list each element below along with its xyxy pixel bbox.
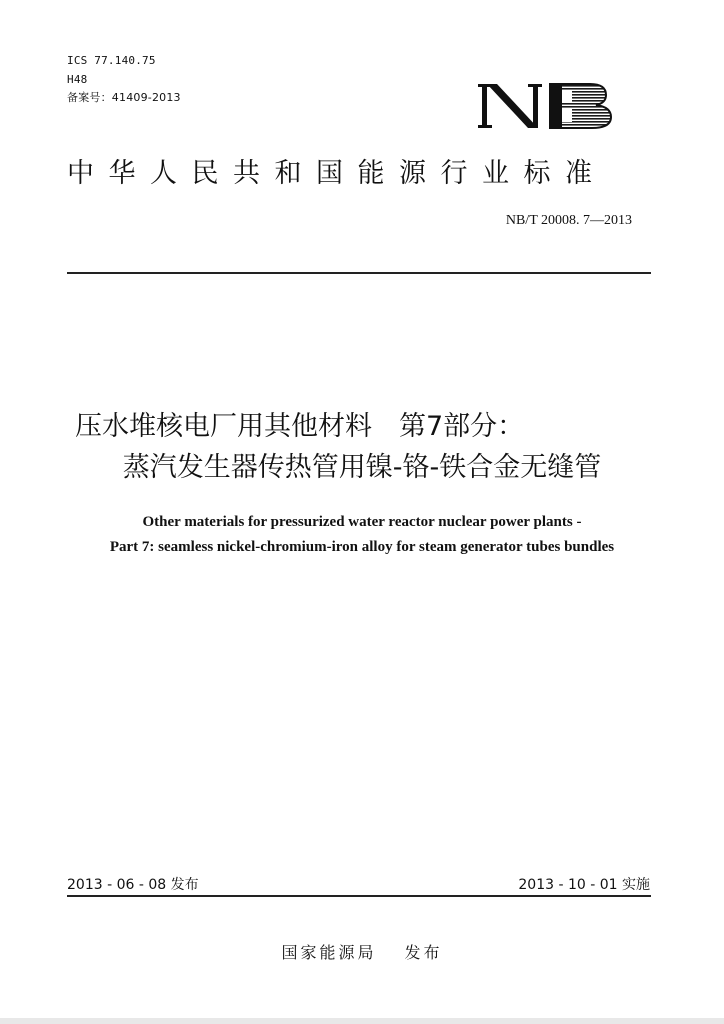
- english-title-line-1: Other materials for pressurized water reactor nuclear power plants -: [142, 514, 582, 530]
- filing-number: 备案号：41409-2013: [67, 91, 181, 104]
- implementation-date: 2013 - 10 - 01 实施: [518, 877, 650, 893]
- ccs-code: H48: [67, 73, 88, 86]
- issuer-line: [0, 942, 724, 964]
- scan-edge: [0, 1018, 724, 1024]
- bottom-divider: [67, 895, 651, 897]
- issuer-action: 发布: [404, 943, 443, 962]
- issuer-name: 国家能源局: [281, 943, 377, 962]
- top-divider: [67, 272, 651, 274]
- english-title-line-2: Part 7: seamless nickel-chromium-iron alloy for steam generator tubes bundles: [109, 539, 615, 555]
- nb-logo: [478, 76, 618, 136]
- publish-date: 2013 - 06 - 08 发布: [67, 877, 199, 893]
- standard-type-title: 中华人民共和国能源行业标准: [67, 158, 607, 189]
- ics-code: ICS 77.140.75: [67, 54, 156, 67]
- chinese-title-line-2: 蒸汽发生器传热管用镍-铬-铁合金无缝管: [122, 452, 602, 483]
- logo-letter-b: [550, 84, 611, 128]
- chinese-title-line-1: 压水堆核电厂用其他材料 第7部分：: [75, 411, 525, 442]
- logo-letter-n: [478, 84, 542, 128]
- standard-number: NB/T 20008. 7—2013: [505, 213, 632, 228]
